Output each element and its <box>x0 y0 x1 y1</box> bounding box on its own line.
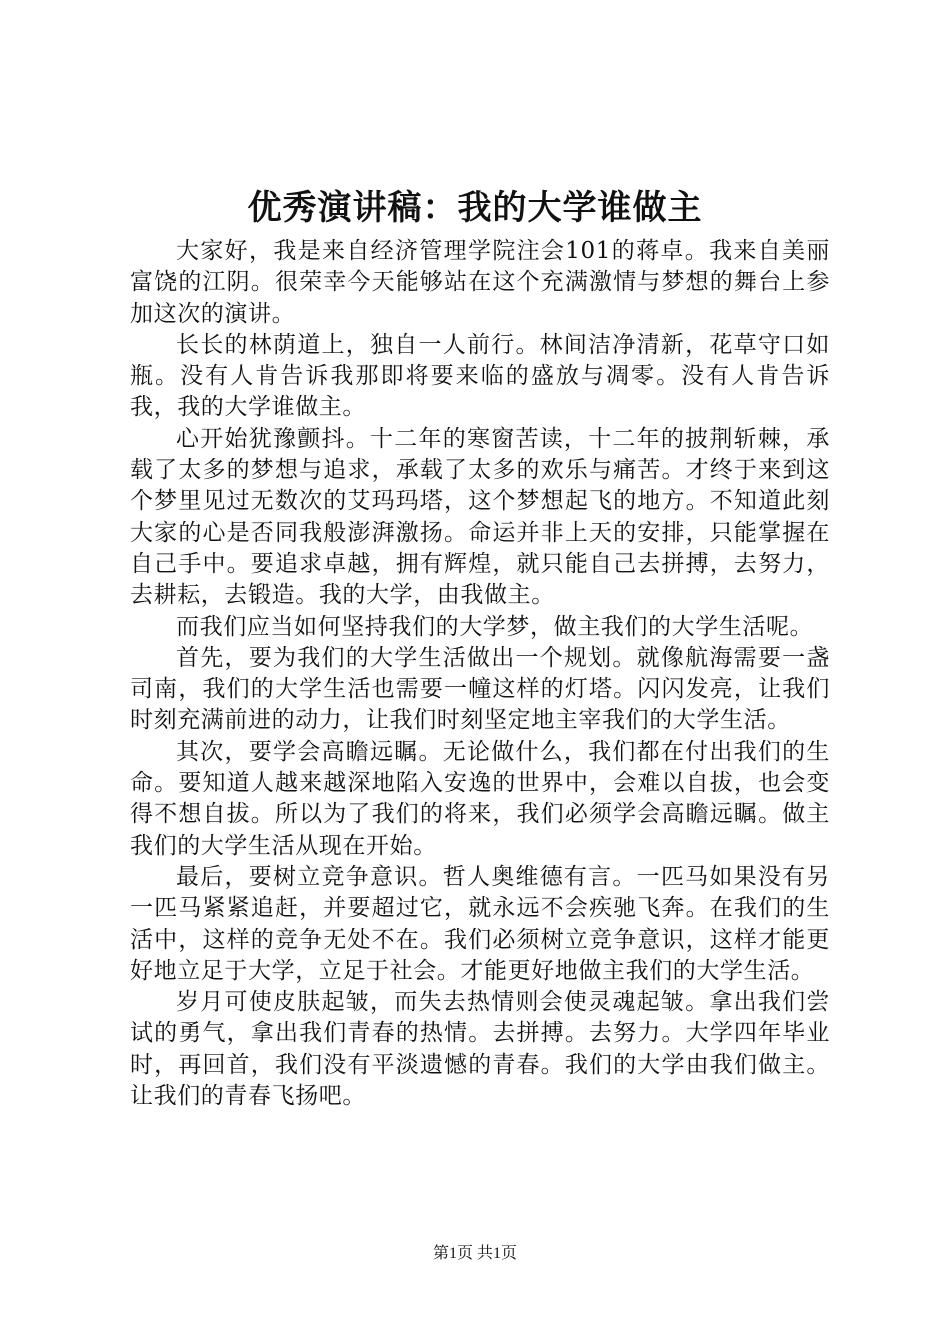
page-footer: 第1页 共1页 <box>432 1245 517 1262</box>
paragraph-3: 心开始犹豫颤抖。十二年的寒窗苦读，十二年的披荆斩棘，承载了太多的梦想与追求，承载了太多的欢乐与痛苦。才终于来到这个梦里见过无数次的艾玛玛塔，这个梦想起飞的地方。不知道此刻大家的心是否同我般澎湃激扬。命运并非上天的安排，只能掌握在自己手中。要追求卓越，拥有辉煌，就只能自己去拼搏，去努力，去耕耘，去锻造。我的大学，由我做主。 <box>130 425 830 609</box>
paragraph-1: 大家好，我是来自经济管理学院注会101的蒋卓。我来自美丽富饶的江阴。很荣幸今天能够站在这个充满激情与梦想的舞台上参加这次的演讲。 <box>130 238 830 327</box>
document-body <box>130 236 830 1112</box>
paragraph-6: 其次，要学会高瞻远瞩。无论做什么，我们都在付出我们的生命。要知道人越来越深地陷入安逸的世界中，会难以自拔，也会变得不想自拔。所以为了我们的将来，我们必须学会高瞻远瞩。做主我们的大学生活从现在开始。 <box>130 738 830 859</box>
paragraph-2: 长长的林荫道上，独自一人前行。林间洁净清新，花草守口如瓶。没有人肯告诉我那即将要来临的盛放与凋零。没有人肯告诉我，我的大学谁做主。 <box>130 331 830 421</box>
paragraph-8: 岁月可使皮肤起皱，而失去热情则会使灵魂起皱。拿出我们尝试的勇气，拿出我们青春的热情。去拼搏。去努力。大学四年毕业时，再回首，我们没有平淡遗憾的青春。我们的大学由我们做主。让我们的青春飞扬吧。 <box>130 989 830 1110</box>
document-title: 优秀演讲稿：我的大学谁做主 <box>247 188 703 228</box>
paragraph-7: 最后，要树立竞争意识。哲人奥维德有言。一匹马如果没有另一匹马紧紧追赶，并要超过它，就永远不会疾驰飞奔。在我们的生活中，这样的竞争无处不在。我们必须树立竞争意识，这样才能更好地立足于大学，立足于社会。才能更好地做主我们的大学生活。 <box>130 863 830 984</box>
paragraph-4: 而我们应当如何坚持我们的大学梦，做主我们的大学生活呢。 <box>176 613 814 640</box>
paragraph-5: 首先，要为我们的大学生活做出一个规划。就像航海需要一盏司南，我们的大学生活也需要一幢这样的灯塔。闪闪发亮，让我们时刻充满前进的动力，让我们时刻坚定地主宰我们的大学生活。 <box>130 644 830 734</box>
